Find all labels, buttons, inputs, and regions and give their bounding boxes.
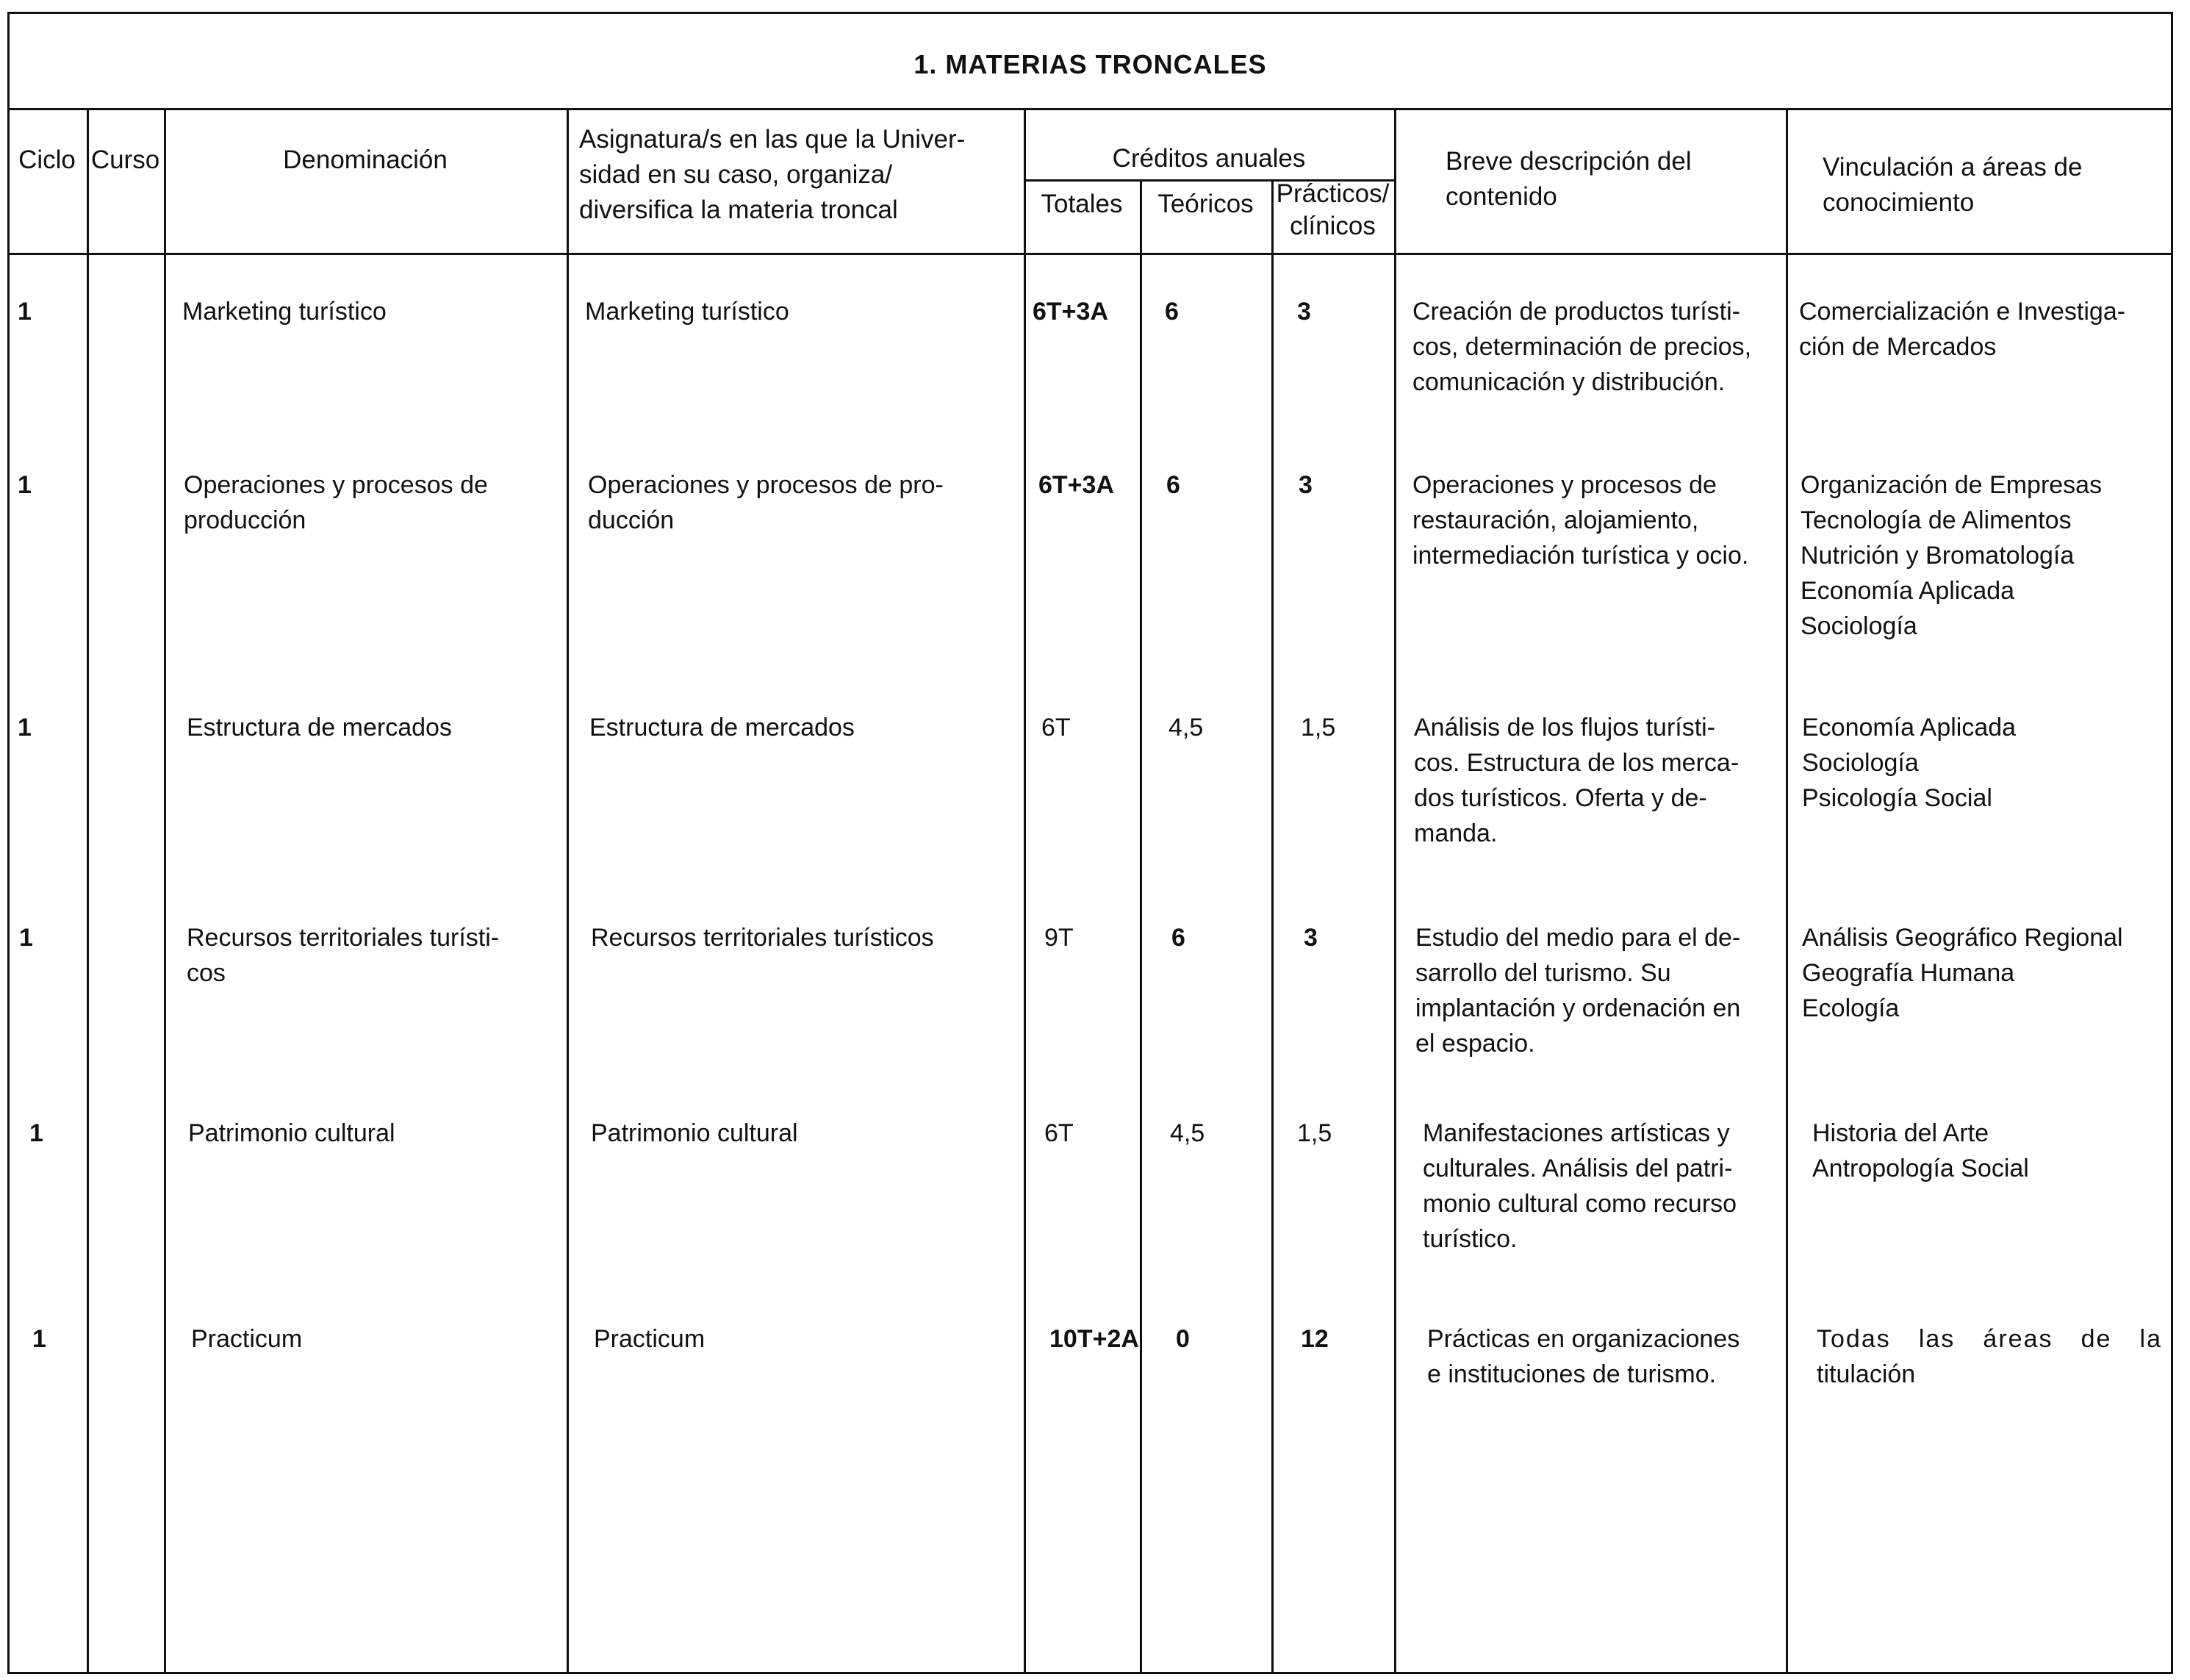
col-divider-asignatura [1024, 108, 1026, 1674]
text-line: ducción [588, 506, 675, 534]
cell-teoricos: 6 [1166, 471, 1180, 499]
cell-vinculacion [1817, 1321, 2162, 1392]
header-line: Vinculación a áreas de [1823, 153, 2083, 182]
text-line: Patrimonio cultural [591, 1119, 798, 1147]
cell-totales: 6T [1041, 714, 1071, 742]
text-line: Marketing turístico [182, 298, 387, 326]
cell-denominacion [187, 920, 499, 991]
col-divider-practicos [1394, 108, 1396, 1674]
col-divider-ciclo [87, 108, 89, 1674]
text-line: manda. [1414, 819, 1498, 847]
cell-descripcion [1412, 467, 1780, 573]
text-line: comunicación y distribución. [1412, 368, 1726, 396]
cell-denominacion [184, 467, 488, 538]
text-line: sarrollo del turismo. Su [1415, 959, 1671, 987]
text-line: Tecnología de Alimentos [1801, 506, 2072, 534]
header-creditos: Créditos anuales [1112, 144, 1306, 173]
cell-teoricos: 6 [1165, 298, 1179, 326]
text-line: monio cultural como recurso [1423, 1190, 1737, 1218]
col-divider-denominacion [567, 108, 569, 1674]
header-totales: Totales [1041, 190, 1123, 218]
header-descripcion [1446, 144, 1692, 215]
cell-descripcion [1414, 710, 1780, 851]
header-ciclo: Ciclo [18, 146, 76, 174]
cell-totales: 6T [1044, 1119, 1074, 1147]
cell-practicos: 1,5 [1297, 1119, 1332, 1147]
text-line: Patrimonio cultural [188, 1119, 395, 1147]
cell-teoricos: 6 [1171, 924, 1185, 952]
cell-practicos: 1,5 [1301, 714, 1336, 742]
cell-denominacion [187, 710, 452, 745]
header-line: sidad en su caso, organiza/ [579, 160, 893, 189]
text-line: Antropología Social [1812, 1155, 2029, 1182]
text-line: Creación de productos turísti- [1412, 298, 1740, 326]
text-line: Estructura de mercados [589, 714, 855, 742]
cell-denominacion [182, 294, 387, 329]
text-line: titulación [1817, 1360, 1916, 1388]
table-title: 1. MATERIAS TRONCALES [913, 49, 1267, 79]
cell-descripcion [1423, 1116, 1789, 1257]
cell-vinculacion [1802, 710, 2016, 816]
col-divider-descripcion [1786, 108, 1788, 1674]
cell-ciclo: 1 [29, 1119, 43, 1147]
cell-descripcion [1427, 1321, 1740, 1392]
cell-ciclo: 1 [18, 471, 32, 499]
table-frame [7, 12, 2173, 1674]
text-line: Manifestaciones artísticas y [1423, 1119, 1730, 1147]
text-line: el espacio. [1415, 1030, 1535, 1058]
header-line: diversifica la materia troncal [579, 195, 898, 224]
cell-asignatura [594, 1321, 705, 1357]
text-line: Practicum [191, 1325, 303, 1353]
col-divider-totales [1140, 179, 1142, 1674]
cell-asignatura [588, 467, 944, 538]
text-line: Comercialización e Investiga- [1799, 298, 2126, 326]
text-line: Economía Aplicada [1802, 714, 2017, 742]
header-denominacion: Denominación [283, 146, 448, 174]
cell-totales: 6T+3A [1038, 471, 1114, 499]
text-line: ción de Mercados [1799, 333, 1997, 361]
text-line: Practicum [594, 1325, 706, 1353]
cell-totales: 9T [1044, 924, 1074, 952]
text-line: Análisis Geográfico Regional [1802, 924, 2123, 952]
cell-teoricos: 4,5 [1168, 714, 1204, 742]
text-line: Prácticas en organizaciones [1427, 1325, 1740, 1353]
col-divider-curso [164, 108, 166, 1674]
text-line: restauración, alojamiento, [1412, 506, 1699, 534]
text-line: Todas las áreas de la [1817, 1325, 2162, 1353]
text-line: Ecología [1802, 994, 1900, 1022]
title-divider [7, 108, 2173, 110]
cell-ciclo: 1 [19, 924, 33, 952]
text-line: Historia del Arte [1812, 1119, 1989, 1147]
cell-teoricos: 0 [1176, 1325, 1190, 1353]
cell-practicos: 12 [1301, 1325, 1329, 1353]
cell-teoricos: 4,5 [1170, 1119, 1205, 1147]
col-divider-teoricos [1271, 179, 1274, 1674]
header-curso: Curso [90, 146, 160, 174]
text-line: intermediación turística y ocio. [1412, 542, 1749, 570]
cell-asignatura [591, 1116, 798, 1151]
text-line: Estructura de mercados [187, 714, 452, 742]
cell-descripcion [1415, 920, 1780, 1061]
cell-asignatura [585, 294, 789, 329]
header-line: contenido [1446, 182, 1557, 211]
cell-asignatura [591, 920, 934, 955]
text-line: implantación y ordenación en [1415, 994, 1741, 1022]
cell-vinculacion [1801, 467, 2102, 644]
header-line: Breve descripción del [1446, 147, 1692, 176]
header-line: clínicos [1290, 212, 1376, 240]
text-line: Sociología [1802, 749, 1919, 777]
cell-ciclo: 1 [32, 1325, 46, 1353]
cell-ciclo: 1 [18, 298, 32, 326]
cell-denominacion [188, 1116, 395, 1151]
header-teoricos: Teóricos [1157, 190, 1254, 218]
header-line: Asignatura/s en las que la Univer- [579, 125, 966, 154]
text-line: Operaciones y procesos de pro- [588, 471, 944, 499]
text-line: Psicología Social [1802, 784, 1992, 812]
header-practicos [1271, 178, 1394, 243]
cell-denominacion [191, 1321, 302, 1357]
cell-vinculacion [1799, 294, 2125, 365]
text-line: cos [187, 959, 226, 987]
header-line: Prácticos/ [1276, 179, 1390, 208]
text-line: Estudio del medio para el de- [1415, 924, 1741, 952]
text-line: turístico. [1423, 1225, 1518, 1253]
cell-descripcion [1412, 294, 1780, 400]
text-line: Sociología [1801, 612, 1917, 640]
text-line: Recursos territoriales turísticos [591, 924, 934, 952]
text-line: e instituciones de turismo. [1427, 1360, 1717, 1388]
text-line: cos. Estructura de los merca- [1414, 749, 1740, 777]
text-line: Organización de Empresas [1801, 471, 2103, 499]
cell-practicos: 3 [1304, 924, 1318, 952]
cell-practicos: 3 [1297, 298, 1311, 326]
header-vinculacion [1823, 150, 2083, 220]
cell-ciclo: 1 [18, 714, 32, 742]
text-line: Economía Aplicada [1801, 577, 2015, 605]
text-line: cos, determinación de precios, [1412, 333, 1752, 361]
cell-totales: 6T+3A [1033, 298, 1108, 326]
cell-practicos: 3 [1299, 471, 1313, 499]
header-bottom-divider [7, 253, 2173, 255]
text-line: Operaciones y procesos de [184, 471, 488, 499]
cell-asignatura [589, 710, 855, 745]
cell-vinculacion [1812, 1116, 2029, 1186]
cell-totales: 10T+2A [1049, 1325, 1139, 1353]
text-line: dos turísticos. Oferta y de- [1414, 784, 1707, 812]
header-line: conocimiento [1823, 188, 1975, 217]
cell-vinculacion [1802, 920, 2123, 1026]
text-line: producción [184, 506, 306, 534]
header-asignaturas [579, 122, 1009, 228]
text-line: Nutrición y Bromatología [1801, 542, 2075, 570]
text-line: Análisis de los flujos turísti- [1414, 714, 1716, 742]
text-line: culturales. Análisis del patri- [1423, 1155, 1733, 1182]
text-line: Marketing turístico [585, 298, 789, 326]
text-line: Geografía Humana [1802, 959, 2015, 987]
text-line: Operaciones y procesos de [1412, 471, 1717, 499]
text-line: Recursos territoriales turísti- [187, 924, 500, 952]
